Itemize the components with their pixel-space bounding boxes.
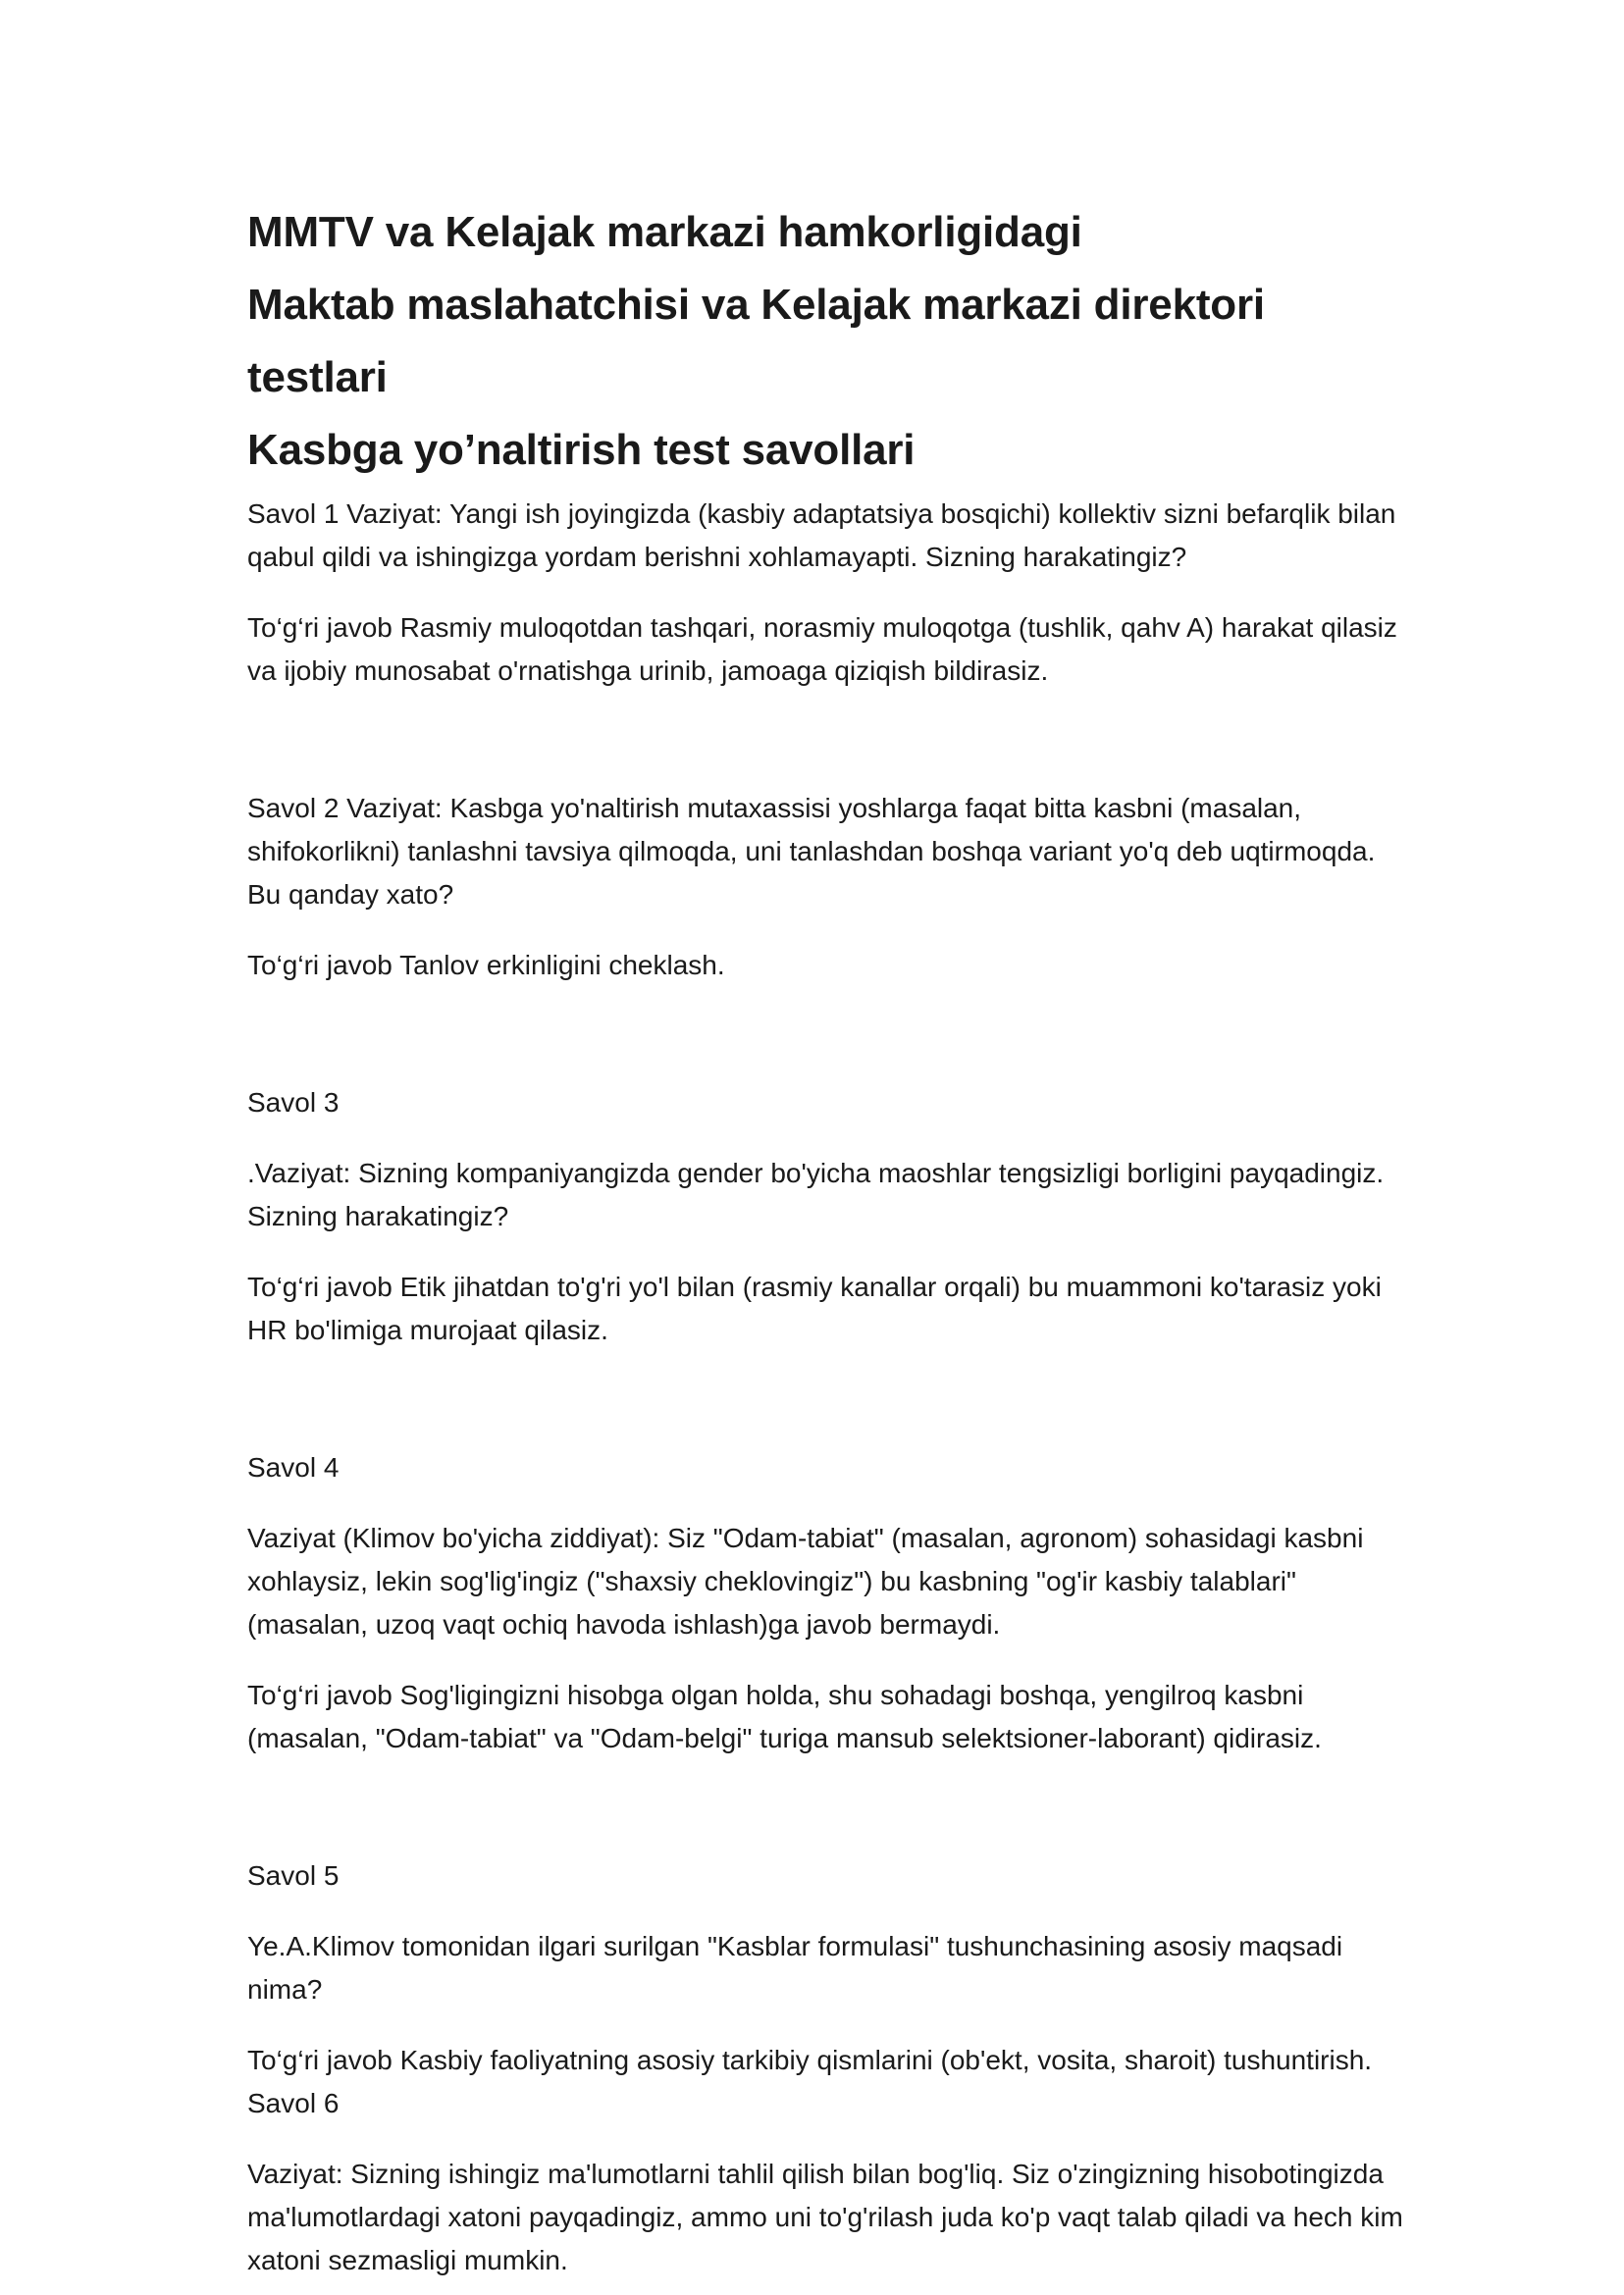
title-line-2: Maktab maslahatchisi va Kelajak markazi direktori testlari <box>247 281 1265 401</box>
question-3-label: Savol 3 <box>247 1087 340 1118</box>
question-2-answer: To‘g‘ri javob Tanlov erkinligini cheklash. <box>247 950 725 980</box>
document-page <box>247 196 1405 2282</box>
question-5-text: Ye.A.Klimov tomonidan ilgari surilgan "Kasblar formulasi" tushunchasining asosiy maqsadi nima? <box>247 1931 1343 2005</box>
title-block <box>247 196 1405 487</box>
question-1-answer: To‘g‘ri javob Rasmiy muloqotdan tashqari, norasmiy muloqotga (tushlik, qahv A) harakat qilasiz va ijobiy munosabat o'rnatishga urinib, jamoaga qiziqish bildirasiz. <box>247 612 1397 686</box>
title-line-1: MMTV va Kelajak markazi hamkorligidagi <box>247 208 1082 256</box>
question-2-text: Savol 2 Vaziyat: Kasbga yo'naltirish mutaxassisi yoshlarga faqat bitta kasbni (masalan, shifokorlikni) tanlashni tavsiya qilmoqda, uni tanlashdan boshqa variant yo'q deb uqtirmoqda. Bu qanday xato? <box>247 793 1376 910</box>
question-6-text: Vaziyat: Sizning ishingiz ma'lumotlarni tahlil qilish bilan bog'liq. Siz o'zingizning hisobotingizda ma'lumotlardagi xatoni payqadingiz, ammo uni to'g'rilash juda ko'p vaqt talab qiladi va hech kim xatoni sezmasligi mumkin. <box>247 2159 1403 2275</box>
question-5-label: Savol 5 <box>247 1860 340 1891</box>
question-3-text: .Vaziyat: Sizning kompaniyangizda gender bo'yicha maoshlar tengsizligi borligini payqadingiz. Sizning harakatingiz? <box>247 1158 1385 1231</box>
question-6-label: Savol 6 <box>247 2088 340 2118</box>
question-5-answer: To‘g‘ri javob Kasbiy faoliyatning asosiy tarkibiy qismlarini (ob'ekt, vosita, sharoit) tushuntirish. <box>247 2045 1373 2075</box>
question-4-label: Savol 4 <box>247 1452 340 1483</box>
question-4-text: Vaziyat (Klimov bo'yicha ziddiyat): Siz "Odam-tabiat" (masalan, agronom) sohasidagi kasbni xohlaysiz, lekin sog'lig'ingiz ("shaxsiy cheklovingiz") bu kasbning "og'ir kasbiy talablari" (masalan, uzoq vaqt ochiq havoda ishlash)ga javob bermaydi. <box>247 1523 1364 1640</box>
title-line-3: Kasbga yo’naltirish test savollari <box>247 426 916 474</box>
question-1-text: Savol 1 Vaziyat: Yangi ish joyingizda (kasbiy adaptatsiya bosqichi) kollektiv sizni befarqlik bilan qabul qildi va ishingizga yordam berishni xohlamayapti. Sizning harakatingiz? <box>247 498 1396 572</box>
question-3-answer: To‘g‘ri javob Etik jihatdan to'g'ri yo'l bilan (rasmiy kanallar orqali) bu muammoni ko'tarasiz yoki HR bo'limiga murojaat qilasiz. <box>247 1272 1382 1345</box>
question-4-answer: To‘g‘ri javob Sog'ligingizni hisobga olgan holda, shu sohadagi boshqa, yengilroq kasbni (masalan, "Odam-tabiat" va "Odam-belgi" turiga mansub selektsioner-laborant) qidirasiz. <box>247 1680 1322 1753</box>
